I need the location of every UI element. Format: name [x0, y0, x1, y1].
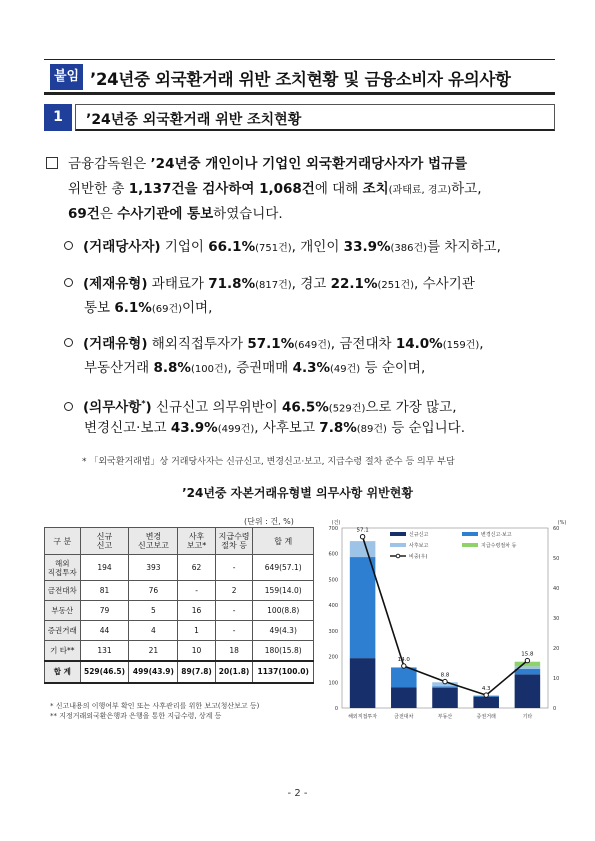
table-cell: 159(14.0)	[253, 581, 314, 601]
legend-label: 변경신고·보고	[481, 532, 512, 538]
section-title-box	[75, 104, 555, 131]
bar-segment	[391, 668, 417, 688]
bullet-text: , 증권매매	[227, 360, 293, 376]
y-left-tick-label: 500	[328, 577, 338, 584]
y-right-tick-label: 30	[553, 616, 560, 622]
bar-segment	[350, 557, 376, 658]
y-right-axis-label: (%)	[557, 520, 567, 526]
y-right-tick-label: 40	[553, 586, 560, 592]
bullet-text: 해외직접투자가	[147, 336, 248, 352]
bullet-text: 46.5%	[281, 399, 329, 416]
circle-bullet-icon	[64, 278, 73, 287]
share-data-label: 4.3	[481, 686, 491, 693]
violation-chart	[316, 512, 571, 732]
table-note: ** 지정거래외국환은행과 은행을 통한 지급수령, 상계 등	[50, 712, 222, 720]
bullet-text: 이며,	[182, 300, 213, 316]
bar-segment	[350, 658, 376, 708]
table-cell: -	[178, 581, 215, 601]
y-right-tick-label: 50	[553, 556, 560, 562]
table-cell: 44	[80, 621, 129, 641]
share-point	[525, 658, 529, 662]
y-right-tick-label: 0	[553, 706, 557, 712]
table-cell: 18	[215, 641, 253, 661]
intro-text: 금융감독원은	[68, 156, 151, 172]
total-label-cell: 합 계	[45, 661, 81, 683]
legend-label: 사후보고	[409, 543, 429, 549]
y-left-tick-label: 600	[328, 551, 338, 558]
total-cell: 89(7.8)	[178, 661, 215, 683]
bullet-text: 통보	[84, 300, 115, 316]
bullet-text: 를 차지하고,	[427, 239, 501, 255]
bullet-obligations	[64, 392, 559, 440]
appendix-badge: 붙임	[50, 64, 83, 90]
y-left-tick-label: 200	[328, 654, 338, 661]
total-cell: 529(46.5)	[80, 661, 129, 683]
bullet-text: 8.8%	[153, 360, 191, 376]
y-left-tick-label: 700	[328, 526, 338, 532]
table-note: * 신고내용의 이행여부 확인 또는 사후관리를 위한 보고(청산보고 등)	[50, 702, 260, 710]
bar-segment	[432, 688, 458, 708]
row-header-cell: 증권거래	[45, 621, 81, 641]
section-number: 1	[44, 104, 72, 131]
total-cell: 1137(100.0)	[253, 661, 314, 683]
bullet-text: 4.3%	[292, 360, 331, 376]
row-header-cell: 기 타**	[45, 641, 81, 661]
bullet-text: (817건)	[255, 280, 292, 291]
legend-swatch	[396, 554, 400, 558]
legend-label: 신규신고	[409, 532, 429, 538]
table-cell: 131	[80, 641, 129, 661]
share-data-label: 14.0	[397, 657, 410, 663]
intro-text: 1,137건을 검사하여 1,068건	[128, 181, 315, 197]
unit-label: (단위 : 건, %)	[244, 517, 294, 526]
bar-segment	[391, 687, 417, 708]
table-cell: 76	[129, 581, 178, 601]
share-data-label: 57.1	[356, 527, 369, 534]
total-cell: 499(43.9)	[129, 661, 178, 683]
table-cell: -	[215, 621, 253, 641]
table-header-cell: 신규 신고	[80, 528, 129, 555]
table-cell: 16	[178, 601, 215, 621]
table-cell: 4	[129, 621, 178, 641]
bullet-text: (159건)	[442, 340, 480, 351]
legend-swatch	[462, 532, 478, 536]
table-cell: 62	[178, 555, 215, 581]
bullet-parties	[64, 235, 559, 259]
table-cell: 649(57.1)	[253, 555, 314, 581]
x-tick-label: 증권거래	[476, 714, 496, 720]
chart-title: ’24년중 자본거래유형별 의무사항 위반현황	[182, 486, 413, 500]
section-title: ’24년중 외국환거래 위반 조치현황	[86, 112, 302, 128]
page-number: - 2 -	[287, 788, 308, 799]
table-cell: 1	[178, 621, 215, 641]
section-header	[44, 104, 555, 131]
x-tick-label: 기타	[522, 714, 533, 720]
row-header-cell: 부동산	[45, 601, 81, 621]
share-point	[443, 679, 447, 683]
legend-label: 비중(우)	[409, 554, 428, 560]
table-cell: 79	[80, 601, 129, 621]
table-row	[45, 601, 314, 621]
bar-segment	[515, 674, 541, 708]
table-cell: 2	[215, 581, 253, 601]
circle-bullet-icon	[64, 241, 73, 250]
table-cell: -	[215, 601, 253, 621]
table-row	[45, 555, 314, 581]
bullet-text: , 수사기관	[414, 276, 475, 292]
intro-text: 위반한 총	[68, 181, 129, 197]
bullet-text: 22.1%	[330, 276, 378, 292]
bullet-text: (의무사항	[83, 399, 142, 416]
bullet-text: (100건)	[190, 364, 228, 375]
total-cell: 20(1.8)	[215, 661, 253, 683]
table-cell: -	[215, 555, 253, 581]
share-point	[360, 535, 364, 539]
table-header-cell: 지급수령 절차 등	[215, 528, 253, 555]
appendix-title: ’24년중 외국환거래 위반 조치현황 및 금융소비자 유의사항	[90, 70, 511, 89]
table-cell: 393	[129, 555, 178, 581]
table-cell: 21	[129, 641, 178, 661]
table-total-row	[45, 661, 314, 683]
footnote: * 「외국환거래법」상 거래당사자는 신규신고, 변경신고·보고, 지급수령 절차 준수 등 의무 부담	[82, 457, 455, 467]
bullet-text: (69건)	[151, 304, 183, 315]
bullet-text: (251건)	[377, 280, 415, 291]
table-cell: 100(8.8)	[253, 601, 314, 621]
bullet-text: , 개인이	[291, 239, 344, 255]
bullet-sanctions	[64, 272, 559, 320]
bullet-text: (386건)	[390, 243, 428, 254]
bullet-text: 과태료가	[147, 276, 209, 292]
y-left-tick-label: 100	[328, 680, 338, 687]
bullet-text: 기업이	[160, 239, 209, 255]
bullet-text: 부동산거래	[84, 360, 154, 376]
table-cell: 10	[178, 641, 215, 661]
bullet-text: (751건)	[255, 243, 292, 254]
intro-text: (과태료, 경고)	[388, 185, 452, 196]
intro-text: 은	[99, 206, 118, 222]
table-row	[45, 581, 314, 601]
y-right-tick-label: 20	[553, 646, 560, 652]
intro-text: 조치	[362, 181, 389, 197]
legend-label: 지급수령절차 등	[481, 543, 517, 549]
table-header-cell: 합 계	[253, 528, 314, 555]
bullet-text: 등 순이며,	[360, 360, 426, 376]
y-left-tick-label: 400	[328, 603, 338, 610]
intro-text: ’24년중 개인이나 기업인 외국환거래당사자가 법규를	[150, 156, 468, 172]
legend-swatch	[390, 543, 406, 547]
bullet-text: (529건)	[328, 403, 366, 415]
bar-segment	[473, 697, 499, 708]
table-row	[45, 641, 314, 661]
table-cell: 49(4.3)	[253, 621, 314, 641]
row-header-cell: 금전대차	[45, 581, 81, 601]
appendix-header	[44, 59, 555, 95]
share-point	[484, 693, 488, 697]
circle-bullet-icon	[64, 402, 73, 411]
bullet-transaction-types	[64, 332, 559, 380]
bullet-text: 변경신고·보고	[84, 420, 171, 436]
x-tick-label: 해외직접투자	[348, 714, 378, 720]
row-header-cell: 해외 직접투자	[45, 555, 81, 581]
bullet-text: )	[145, 399, 152, 416]
bullet-text: (제재유형)	[83, 276, 148, 292]
intro-text: 하였습니다.	[213, 206, 283, 222]
bullet-text: , 금전대차	[330, 336, 396, 352]
bullet-text: 57.1%	[247, 336, 295, 352]
share-data-label: 15.8	[521, 651, 534, 658]
bullet-text: (49건)	[330, 364, 361, 375]
table-notes	[50, 701, 259, 721]
intro-text: 하고,	[451, 181, 482, 197]
legend-swatch	[390, 532, 406, 536]
legend-swatch	[462, 543, 478, 547]
x-tick-label: 금전대차	[394, 714, 414, 720]
y-right-tick-label: 10	[553, 676, 560, 682]
circle-bullet-icon	[64, 338, 73, 347]
table-header-cell: 사후 보고*	[178, 528, 215, 555]
bullet-text: 71.8%	[208, 276, 256, 292]
table-cell: 81	[80, 581, 129, 601]
table-cell: 194	[80, 555, 129, 581]
bullet-text: (649건)	[294, 340, 331, 351]
bullet-text: 등 순입니다.	[386, 420, 466, 436]
intro-text: 에 대해	[314, 181, 363, 197]
bullet-text: (499건)	[217, 424, 255, 435]
y-left-tick-label: 0	[334, 706, 338, 712]
bullet-text: (거래당사자)	[83, 239, 161, 255]
share-data-label: 8.8	[440, 672, 450, 679]
y-left-tick-label: 300	[328, 628, 338, 635]
table-header-row	[45, 528, 314, 555]
bar-segment	[515, 669, 541, 674]
bullet-text: 14.0%	[395, 336, 443, 352]
y-left-axis-label: (건)	[331, 520, 341, 526]
bar-segment	[432, 686, 458, 687]
intro-paragraph	[46, 152, 556, 227]
bullet-text: 신규신고 의무위반이	[151, 399, 282, 416]
bullet-text: 7.8%	[319, 420, 357, 436]
share-point	[402, 664, 406, 668]
bullet-text: 66.1%	[208, 239, 256, 255]
bullet-text: ,	[479, 336, 484, 352]
bullet-text: 43.9%	[170, 420, 218, 436]
bar-segment	[350, 541, 376, 557]
bullet-text: , 사후보고	[254, 420, 320, 436]
x-tick-label: 부동산	[437, 714, 453, 720]
table-cell: 180(15.8)	[253, 641, 314, 661]
bullet-text: 33.9%	[343, 239, 391, 255]
intro-text: 수사기관에 통보	[117, 206, 214, 222]
y-right-tick-label: 60	[553, 526, 560, 532]
bullet-text: 으로 가장 많고,	[365, 399, 457, 416]
bullet-text: 6.1%	[114, 300, 152, 316]
bullet-text: , 경고	[291, 276, 331, 292]
table-cell: 5	[129, 601, 178, 621]
bullet-text: *	[141, 399, 146, 408]
table-header-cell: 변경 신고보고	[129, 528, 178, 555]
table-row	[45, 621, 314, 641]
square-bullet-icon	[46, 157, 58, 169]
violation-table	[44, 527, 314, 684]
table-header-cell: 구 분	[45, 528, 81, 555]
bullet-text: (거래유형)	[83, 336, 148, 352]
intro-text: 69건	[68, 206, 100, 222]
bullet-text: (89건)	[356, 424, 387, 435]
